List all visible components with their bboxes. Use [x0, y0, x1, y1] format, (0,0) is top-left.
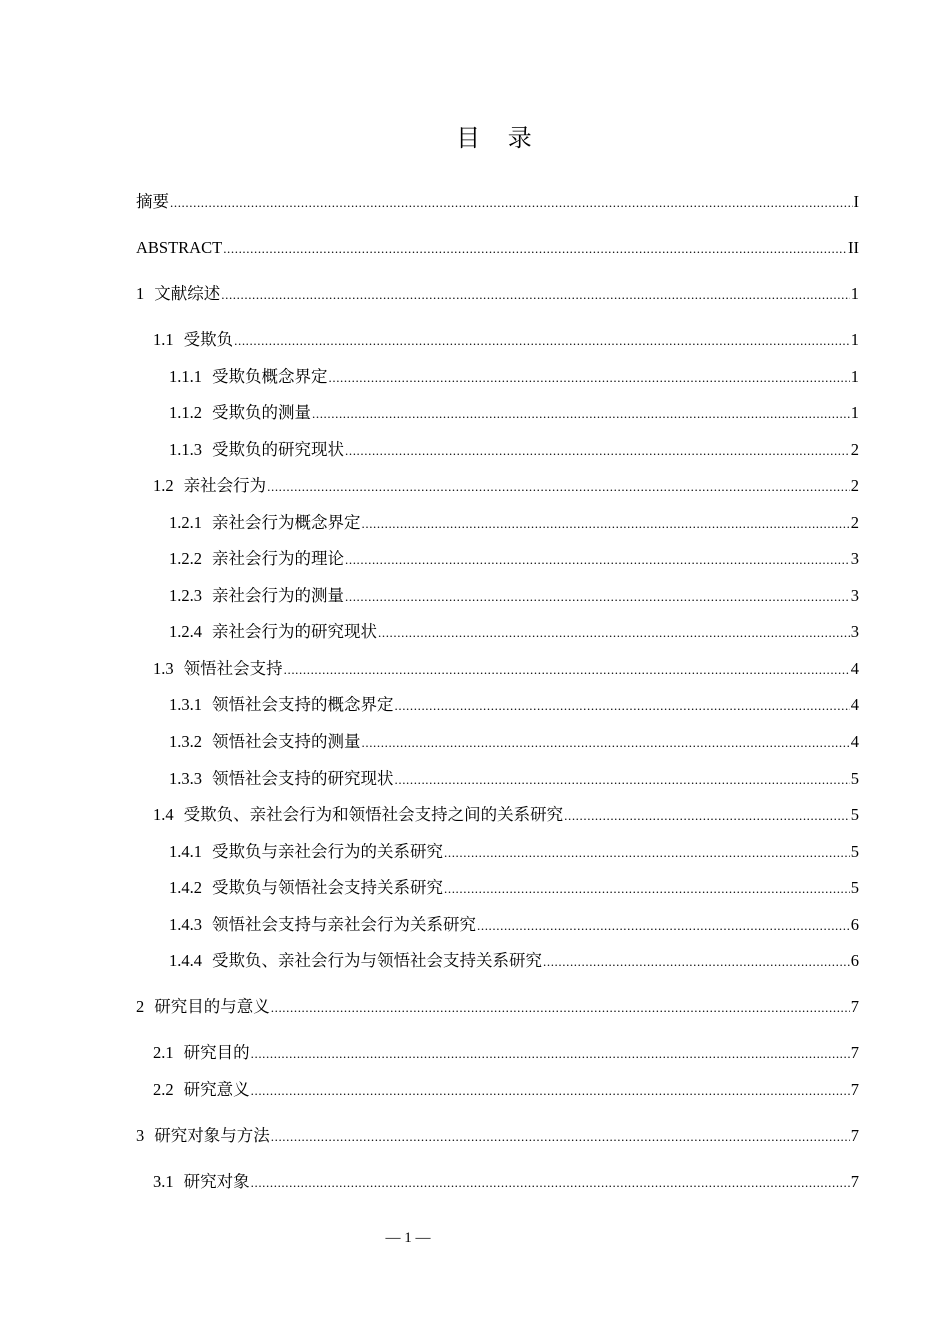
- toc-leader-dots: [234, 329, 850, 353]
- toc-entry[interactable]: [136, 190, 859, 214]
- toc-leader-dots: [170, 191, 853, 215]
- toc-leader-dots: [345, 548, 850, 572]
- toc-entry-number: 1.1.2: [169, 403, 202, 422]
- toc-leader-dots: [329, 366, 850, 390]
- toc-entry[interactable]: [169, 620, 859, 644]
- toc-entry-label: 研究目的与意义: [154, 997, 270, 1016]
- toc-entry-page: 5: [850, 842, 859, 861]
- toc-entry-page: 7: [850, 997, 859, 1016]
- toc-entry-label: 研究对象: [183, 1172, 250, 1191]
- toc-leader-dots: [251, 1042, 850, 1066]
- toc-entry[interactable]: [169, 547, 859, 571]
- toc-entry-label: 文献综述: [154, 284, 221, 303]
- toc-entry[interactable]: [153, 1170, 859, 1194]
- toc-entry-number: 1: [136, 284, 145, 303]
- toc-entry-page: 4: [850, 732, 859, 751]
- toc-entry-page: 2: [850, 440, 859, 459]
- toc-entry-number: 3.1: [153, 1172, 174, 1191]
- toc-entry-number: 1.1: [153, 330, 174, 349]
- toc-entry-page: 1: [850, 330, 859, 349]
- toc-entry-label: 亲社会行为的测量: [212, 586, 344, 605]
- toc-entry[interactable]: [153, 1078, 859, 1102]
- toc-entry-page: 1: [850, 403, 859, 422]
- toc-entry-page: 2: [850, 513, 859, 532]
- toc-entry-page: 6: [850, 951, 859, 970]
- toc-entry-number: 2.1: [153, 1043, 174, 1062]
- toc-entry-page: 4: [850, 659, 859, 678]
- toc-leader-dots: [284, 658, 850, 682]
- toc-entry-label: 领悟社会支持与亲社会行为关系研究: [212, 915, 476, 934]
- toc-entry[interactable]: [153, 328, 859, 352]
- toc-entry-label: 研究目的: [183, 1043, 250, 1062]
- toc-entry-number: 1.4.3: [169, 915, 202, 934]
- toc-entry-page: 4: [850, 695, 859, 714]
- toc-entry-page: 6: [850, 915, 859, 934]
- toc-entry-page: 7: [850, 1043, 859, 1062]
- toc-leader-dots: [223, 237, 847, 261]
- toc-entry-page: 2: [850, 476, 859, 495]
- toc-leader-dots: [271, 1125, 850, 1149]
- toc-entry[interactable]: [153, 474, 859, 498]
- page-title: 目 录: [456, 124, 542, 152]
- toc-leader-dots: [378, 621, 850, 645]
- toc-entry-number: 1.4.4: [169, 951, 202, 970]
- toc-entry-label: 领悟社会支持: [183, 659, 283, 678]
- toc-entry-number: 1.2.2: [169, 549, 202, 568]
- toc-entry-number: 1.2.4: [169, 622, 202, 641]
- toc-entry-number: 1.4.2: [169, 878, 202, 897]
- toc-entry-label: 研究对象与方法: [154, 1126, 270, 1145]
- toc-entry[interactable]: [169, 438, 859, 462]
- toc-entry-page: I: [853, 192, 859, 211]
- toc-leader-dots: [477, 914, 850, 938]
- toc-entry-label: 研究意义: [183, 1080, 250, 1099]
- toc-entry-number: 1.3: [153, 659, 174, 678]
- toc-leader-dots: [444, 841, 850, 865]
- toc-entry[interactable]: [169, 949, 859, 973]
- toc-entry-number: 1.2: [153, 476, 174, 495]
- toc-entry-label: 摘要: [136, 192, 169, 211]
- toc-entry-number: 1.4: [153, 805, 174, 824]
- toc-leader-dots: [251, 1171, 850, 1195]
- toc-entry-label: 受欺负与亲社会行为的关系研究: [212, 842, 443, 861]
- toc-entry-label: 受欺负的研究现状: [212, 440, 344, 459]
- toc-entry-number: 2.2: [153, 1080, 174, 1099]
- toc-entry-label: 亲社会行为的理论: [212, 549, 344, 568]
- toc-entry[interactable]: [153, 803, 859, 827]
- toc-entry-page: 1: [850, 367, 859, 386]
- toc-entry[interactable]: [136, 236, 859, 260]
- toc-leader-dots: [395, 694, 850, 718]
- toc-leader-dots: [564, 804, 850, 828]
- toc-entry[interactable]: [169, 730, 859, 754]
- toc-leader-dots: [395, 768, 850, 792]
- toc-entry-number: 1.3.3: [169, 769, 202, 788]
- toc-leader-dots: [362, 731, 850, 755]
- toc-entry-number: 1.3.1: [169, 695, 202, 714]
- toc-entry[interactable]: [136, 1124, 859, 1148]
- toc-entry[interactable]: [169, 693, 859, 717]
- toc-entry[interactable]: [153, 1041, 859, 1065]
- toc-entry-number: 1.2.1: [169, 513, 202, 532]
- toc-leader-dots: [345, 439, 850, 463]
- toc-leader-dots: [312, 402, 850, 426]
- toc-entry[interactable]: [169, 767, 859, 791]
- toc-entry-label: ABSTRACT: [136, 238, 223, 257]
- toc-leader-dots: [543, 950, 850, 974]
- toc-entry-page: 5: [850, 769, 859, 788]
- toc-entry-label: 领悟社会支持的概念界定: [212, 695, 394, 714]
- toc-entry-number: 1.1.3: [169, 440, 202, 459]
- toc-entry-label: 受欺负: [183, 330, 234, 349]
- toc-entry-label: 亲社会行为概念界定: [212, 513, 361, 532]
- toc-entry-label: 领悟社会支持的研究现状: [212, 769, 394, 788]
- page-number-footer: — 1 —: [385, 1230, 431, 1246]
- toc-entry-page: 5: [850, 878, 859, 897]
- toc-entry-label: 受欺负概念界定: [212, 367, 328, 386]
- toc-entry-label: 领悟社会支持的测量: [212, 732, 361, 751]
- toc-entry-page: 7: [850, 1080, 859, 1099]
- toc-entry-number: 1.2.3: [169, 586, 202, 605]
- toc-entry-page: II: [848, 238, 859, 257]
- toc-leader-dots: [221, 283, 850, 307]
- toc-entry[interactable]: [169, 511, 859, 535]
- toc-entry[interactable]: [169, 365, 859, 389]
- toc-entry-label: 受欺负、亲社会行为与领悟社会支持关系研究: [212, 951, 542, 970]
- toc-leader-dots: [362, 512, 850, 536]
- toc-entry-number: 1.3.2: [169, 732, 202, 751]
- toc-leader-dots: [444, 877, 850, 901]
- toc-leader-dots: [267, 475, 850, 499]
- toc-entry-number: 2: [136, 997, 145, 1016]
- toc-entry-label: 受欺负的测量: [212, 403, 311, 422]
- toc-leader-dots: [251, 1079, 850, 1103]
- toc-entry-page: 3: [850, 549, 859, 568]
- toc-entry-page: 7: [850, 1126, 859, 1145]
- toc-entry[interactable]: [169, 401, 859, 425]
- toc-entry-label: 亲社会行为的研究现状: [212, 622, 377, 641]
- toc-entry-label: 受欺负与领悟社会支持关系研究: [212, 878, 443, 897]
- toc-leader-dots: [345, 585, 850, 609]
- toc-entry-page: 5: [850, 805, 859, 824]
- toc-entry-number: 1.4.1: [169, 842, 202, 861]
- toc-leader-dots: [271, 996, 850, 1020]
- toc-entry[interactable]: [169, 913, 859, 937]
- toc-entry[interactable]: [136, 995, 859, 1019]
- toc-entry-number: 3: [136, 1126, 145, 1145]
- toc-entry-label: 亲社会行为: [183, 476, 267, 495]
- toc-entry-page: 1: [850, 284, 859, 303]
- toc-entry-label: 受欺负、亲社会行为和领悟社会支持之间的关系研究: [183, 805, 564, 824]
- toc-entry-number: 1.1.1: [169, 367, 202, 386]
- toc-entry[interactable]: [153, 657, 859, 681]
- toc-entry-page: 3: [850, 586, 859, 605]
- toc-entry-page: 3: [850, 622, 859, 641]
- toc-entry[interactable]: [136, 282, 859, 306]
- toc-entry[interactable]: [169, 840, 859, 864]
- toc-entry[interactable]: [169, 876, 859, 900]
- toc-entry-page: 7: [850, 1172, 859, 1191]
- toc-entry[interactable]: [169, 584, 859, 608]
